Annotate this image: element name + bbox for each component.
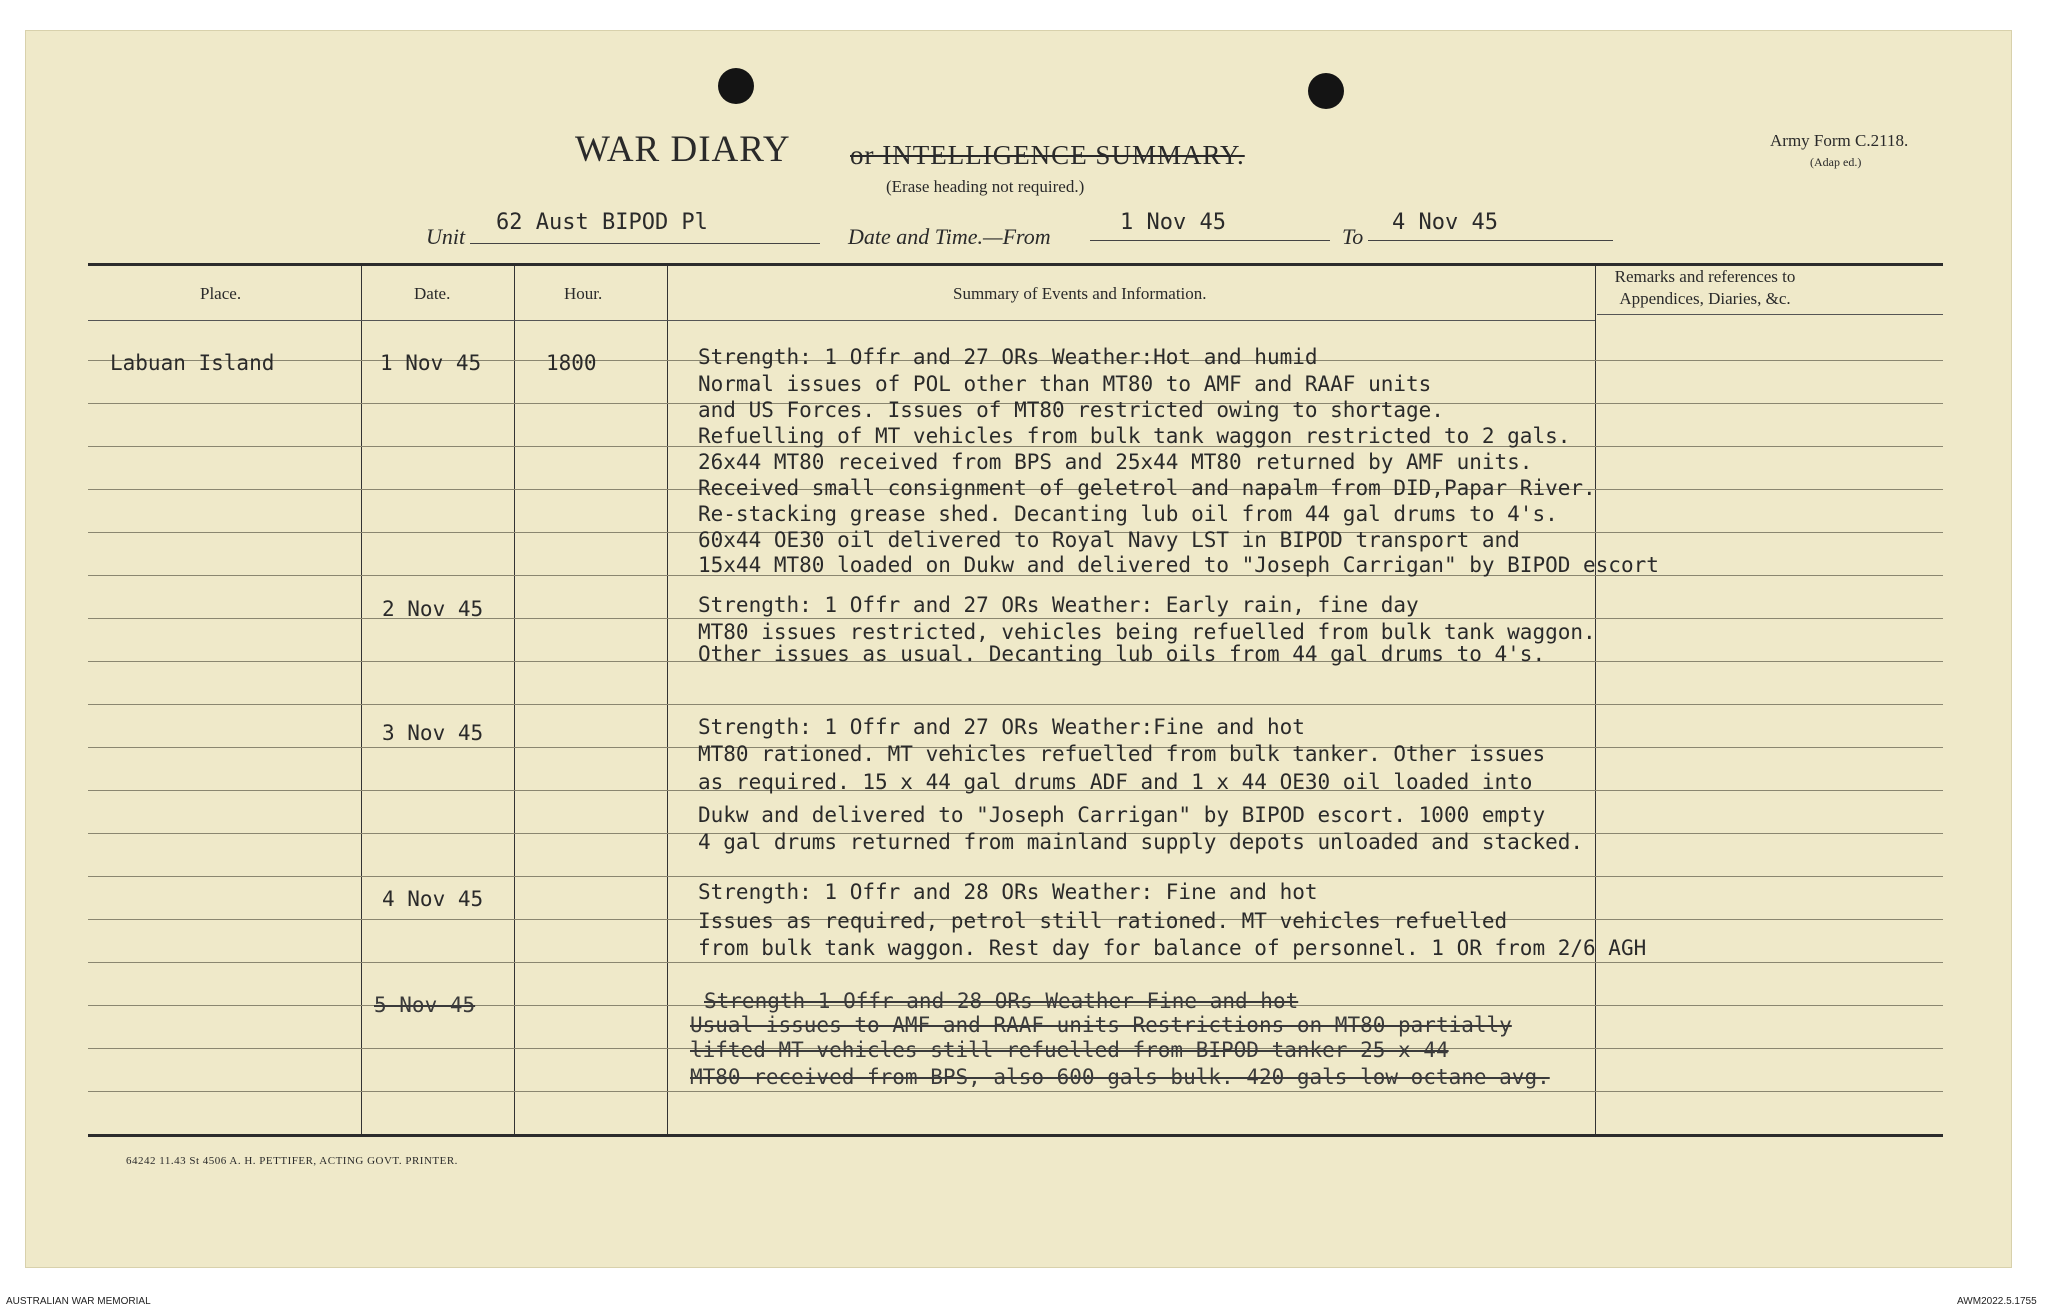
entry-line: Dukw and delivered to "Joseph Carrigan" by BIPOD escort. 1000 empty [698, 803, 1546, 827]
adapted-note: (Adap ed.) [1810, 155, 1862, 169]
table-bottom-border [88, 1134, 1943, 1137]
entry-line: as required. 15 x 44 gal drums ADF and 1 x 44 OE30 oil loaded into [698, 770, 1533, 794]
page-title: WAR DIARY [575, 129, 791, 170]
entry-date: 3 Nov 45 [382, 721, 484, 745]
entry-line: Strength: 1 Offr and 27 ORs Weather:Fine and hot [698, 715, 1305, 739]
divider-hour-summary [667, 266, 668, 1134]
struck-entry-date: 5 Nov 45 [374, 993, 476, 1017]
unit-label: Unit [426, 224, 466, 249]
archive-source: AUSTRALIAN WAR MEMORIAL [6, 1296, 151, 1307]
entry-line: Received small consignment of geletrol and napalm from DID,Papar River. [698, 476, 1596, 500]
remarks-header-underline [1597, 314, 1943, 315]
entry-line: Strength: 1 Offr and 27 ORs Weather: Early rain, fine day [698, 593, 1419, 617]
struck-heading: or INTELLIGENCE SUMMARY. [850, 140, 1245, 170]
struck-entry-line: Strength 1 Offr and 28 ORs Weather Fine and hot [704, 989, 1299, 1013]
entry-place: Labuan Island [110, 351, 275, 375]
column-header-summary: Summary of Events and Information. [953, 284, 1207, 303]
punch-hole-right [1308, 73, 1344, 109]
erase-note: (Erase heading not required.) [886, 177, 1085, 196]
struck-entry-line: Usual issues to AMF and RAAF units Restrictions on MT80 partially [690, 1013, 1512, 1037]
entry-date: 2 Nov 45 [382, 597, 484, 621]
header-underline [88, 320, 1595, 321]
entry-hour: 1800 [546, 351, 597, 375]
date-from-value: 1 Nov 45 [1120, 210, 1226, 235]
entry-line: Normal issues of POL other than MT80 to AMF and RAAF units [698, 372, 1432, 396]
date-to-label: To [1342, 224, 1364, 249]
punch-hole-left [718, 68, 754, 104]
entry-line: Strength: 1 Offr and 28 ORs Weather: Fine and hot [698, 880, 1318, 904]
column-header-hour: Hour. [564, 284, 603, 303]
entry-line: MT80 issues restricted, vehicles being refuelled from bulk tank waggon. [698, 620, 1596, 644]
army-form-number: Army Form C.2118. [1770, 131, 1909, 150]
entry-line: 4 gal drums returned from mainland supply depots unloaded and stacked. [698, 830, 1584, 854]
to-underline [1368, 240, 1613, 241]
divider-date-hour [514, 266, 515, 1134]
divider-summary-remarks [1595, 266, 1596, 1134]
entry-line: Re-stacking grease shed. Decanting lub oil from 44 gal drums to 4's. [698, 502, 1558, 526]
entry-line: and US Forces. Issues of MT80 restricted owing to shortage. [698, 398, 1444, 422]
divider-place-date [361, 266, 362, 1134]
unit-underline [470, 243, 820, 244]
from-underline [1090, 240, 1330, 241]
entry-line: Refuelling of MT vehicles from bulk tank waggon restricted to 2 gals. [698, 424, 1571, 448]
entry-line: 15x44 MT80 loaded on Dukw and delivered to "Joseph Carrigan" by BIPOD escort [698, 553, 1659, 577]
entry-line: Issues as required, petrol still rationed. MT vehicles refuelled [698, 909, 1508, 933]
entry-line: MT80 rationed. MT vehicles refuelled from bulk tanker. Other issues [698, 742, 1546, 766]
unit-value: 62 Aust BIPOD Pl [496, 210, 708, 235]
entry-line: from bulk tank waggon. Rest day for balance of personnel. 1 OR from 2/6 AGH [698, 936, 1647, 960]
entry-line: 60x44 OE30 oil delivered to Royal Navy LST in BIPOD transport and [698, 528, 1520, 552]
struck-entry-line: MT80 received from BPS, also 600 gals bulk. 420 gals low octane avg. [690, 1065, 1550, 1089]
entry-line: 26x44 MT80 received from BPS and 25x44 MT80 returned by AMF units. [698, 450, 1533, 474]
entry-date: 4 Nov 45 [382, 887, 484, 911]
column-header-place: Place. [200, 284, 242, 303]
column-header-date: Date. [414, 284, 451, 303]
struck-entry-line: lifted MT vehicles still refuelled from BIPOD tanker 25 x 44 [690, 1038, 1449, 1062]
date-to-value: 4 Nov 45 [1392, 210, 1498, 235]
column-header-remarks: Remarks and references to Appendices, Diaries, &c. [1614, 267, 1796, 308]
date-from-label: Date and Time.—From [848, 224, 1051, 249]
entry-date: 1 Nov 45 [380, 351, 482, 375]
archive-reference: AWM2022.5.1755 [1957, 1296, 2037, 1307]
entry-line: Strength: 1 Offr and 27 ORs Weather:Hot and humid [698, 345, 1318, 369]
entry-line: Other issues as usual. Decanting lub oils from 44 gal drums to 4's. [698, 642, 1546, 666]
printer-line: 64242 11.43 St 4506 A. H. PETTIFER, ACTING GOVT. PRINTER. [126, 1155, 458, 1167]
